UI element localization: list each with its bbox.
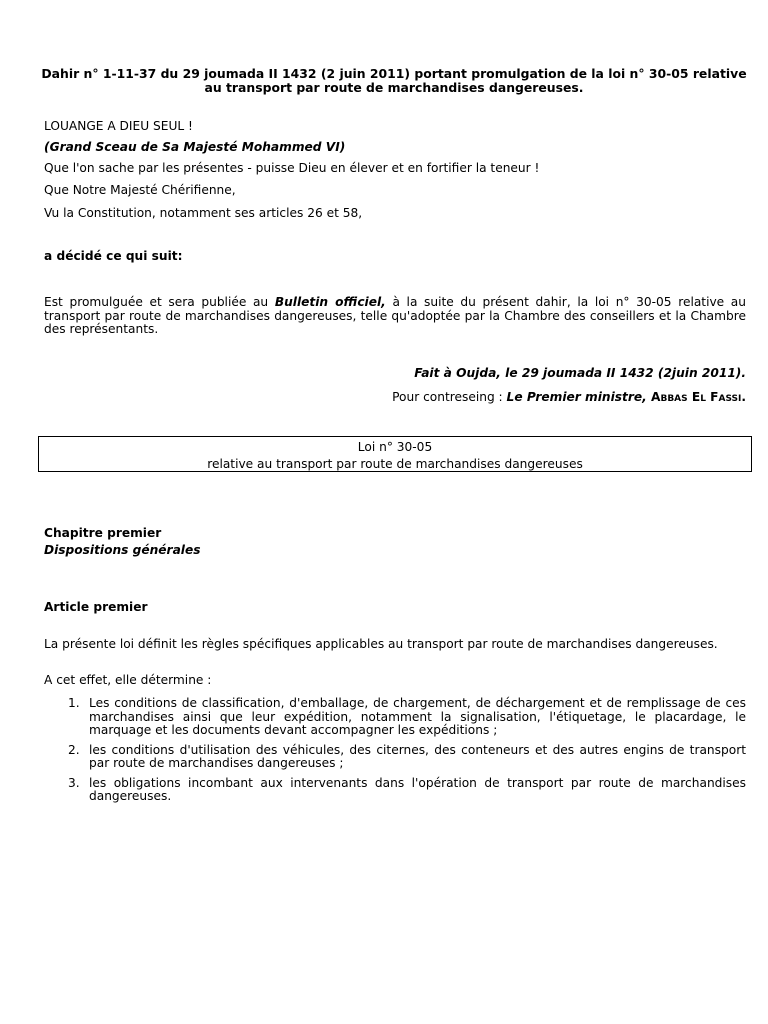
list-item — [44, 697, 746, 738]
article-effect-line: A cet effet, elle détermine : — [44, 673, 212, 687]
law-number: Loi n° 30-05 — [357, 440, 433, 454]
preamble-line-3: Vu la Constitution, notamment ses articles 26 et 58, — [44, 206, 363, 220]
list-item — [44, 744, 746, 771]
list-item-text: Les conditions de classification, d'emballage, de chargement, de déchargement et de remplissage de ces marchandises ainsi que leur expédition, notamment la signalisation, l'étiquetage, le placardage, le marquage et les documents devant accompagner les expéditions ; — [89, 696, 746, 737]
preamble-line-2: Que Notre Majesté Chérifienne, — [44, 183, 236, 197]
law-subject: relative au transport par route de marchandises dangereuses — [207, 457, 583, 471]
list-item-number: 3. — [68, 775, 80, 790]
minister-title: Le Premier ministre, — [506, 390, 647, 404]
list-item-text: les obligations incombant aux intervenants dans l'opération de transport par route de marchandises dangereuses. — [89, 775, 746, 803]
minister-name: Abbas El Fassi. — [646, 390, 746, 404]
document-title: Dahir n° 1-11-37 du 29 joumada II 1432 (2 juin 2011) portant promulgation de la loi n° 30-05 relative au transport par route de marchandises dangereuses. — [41, 66, 747, 95]
article-intro: La présente loi définit les règles spécifiques applicables au transport par route de marchandises dangereuses. — [44, 637, 718, 651]
preamble-line-1: Que l'on sache par les présentes - puisse Dieu en élever et en fortifier la teneur ! — [44, 161, 540, 175]
article-heading: Article premier — [44, 600, 148, 614]
countersign-line — [392, 390, 746, 404]
article-list — [44, 697, 746, 810]
list-item-text: les conditions d'utilisation des véhicules, des citernes, des conteneurs et des autres engins de transport par route de marchandises dangereuses ; — [89, 742, 746, 770]
promulgation-text-after: à la suite du présent dahir, la loi n° 30-05 relative au transport par route de marchandises dangereuses, telle qu'adoptée par la Chambre des conseillers et la Chambre des représentants. — [44, 295, 747, 336]
place-date-line: Fait à Oujda, le 29 joumada II 1432 (2juin 2011). — [414, 366, 746, 380]
law-title-box — [38, 436, 752, 472]
list-item-number: 2. — [68, 742, 80, 757]
list-item — [44, 777, 746, 804]
chapter-title: Dispositions générales — [44, 543, 201, 557]
bulletin-officiel-reference: Bulletin officiel, — [274, 295, 386, 309]
countersign-label: Pour contreseing : — [392, 390, 507, 404]
promulgation-paragraph — [44, 296, 746, 337]
promulgation-text-before: Est promulguée et sera publiée au — [44, 295, 275, 309]
chapter-label: Chapitre premier — [44, 526, 162, 540]
praise-line: LOUANGE A DIEU SEUL ! — [44, 119, 193, 133]
list-item-number: 1. — [68, 696, 80, 710]
royal-seal-line: (Grand Sceau de Sa Majesté Mohammed VI) — [44, 140, 346, 154]
decision-line: a décidé ce qui suit: — [44, 249, 183, 263]
